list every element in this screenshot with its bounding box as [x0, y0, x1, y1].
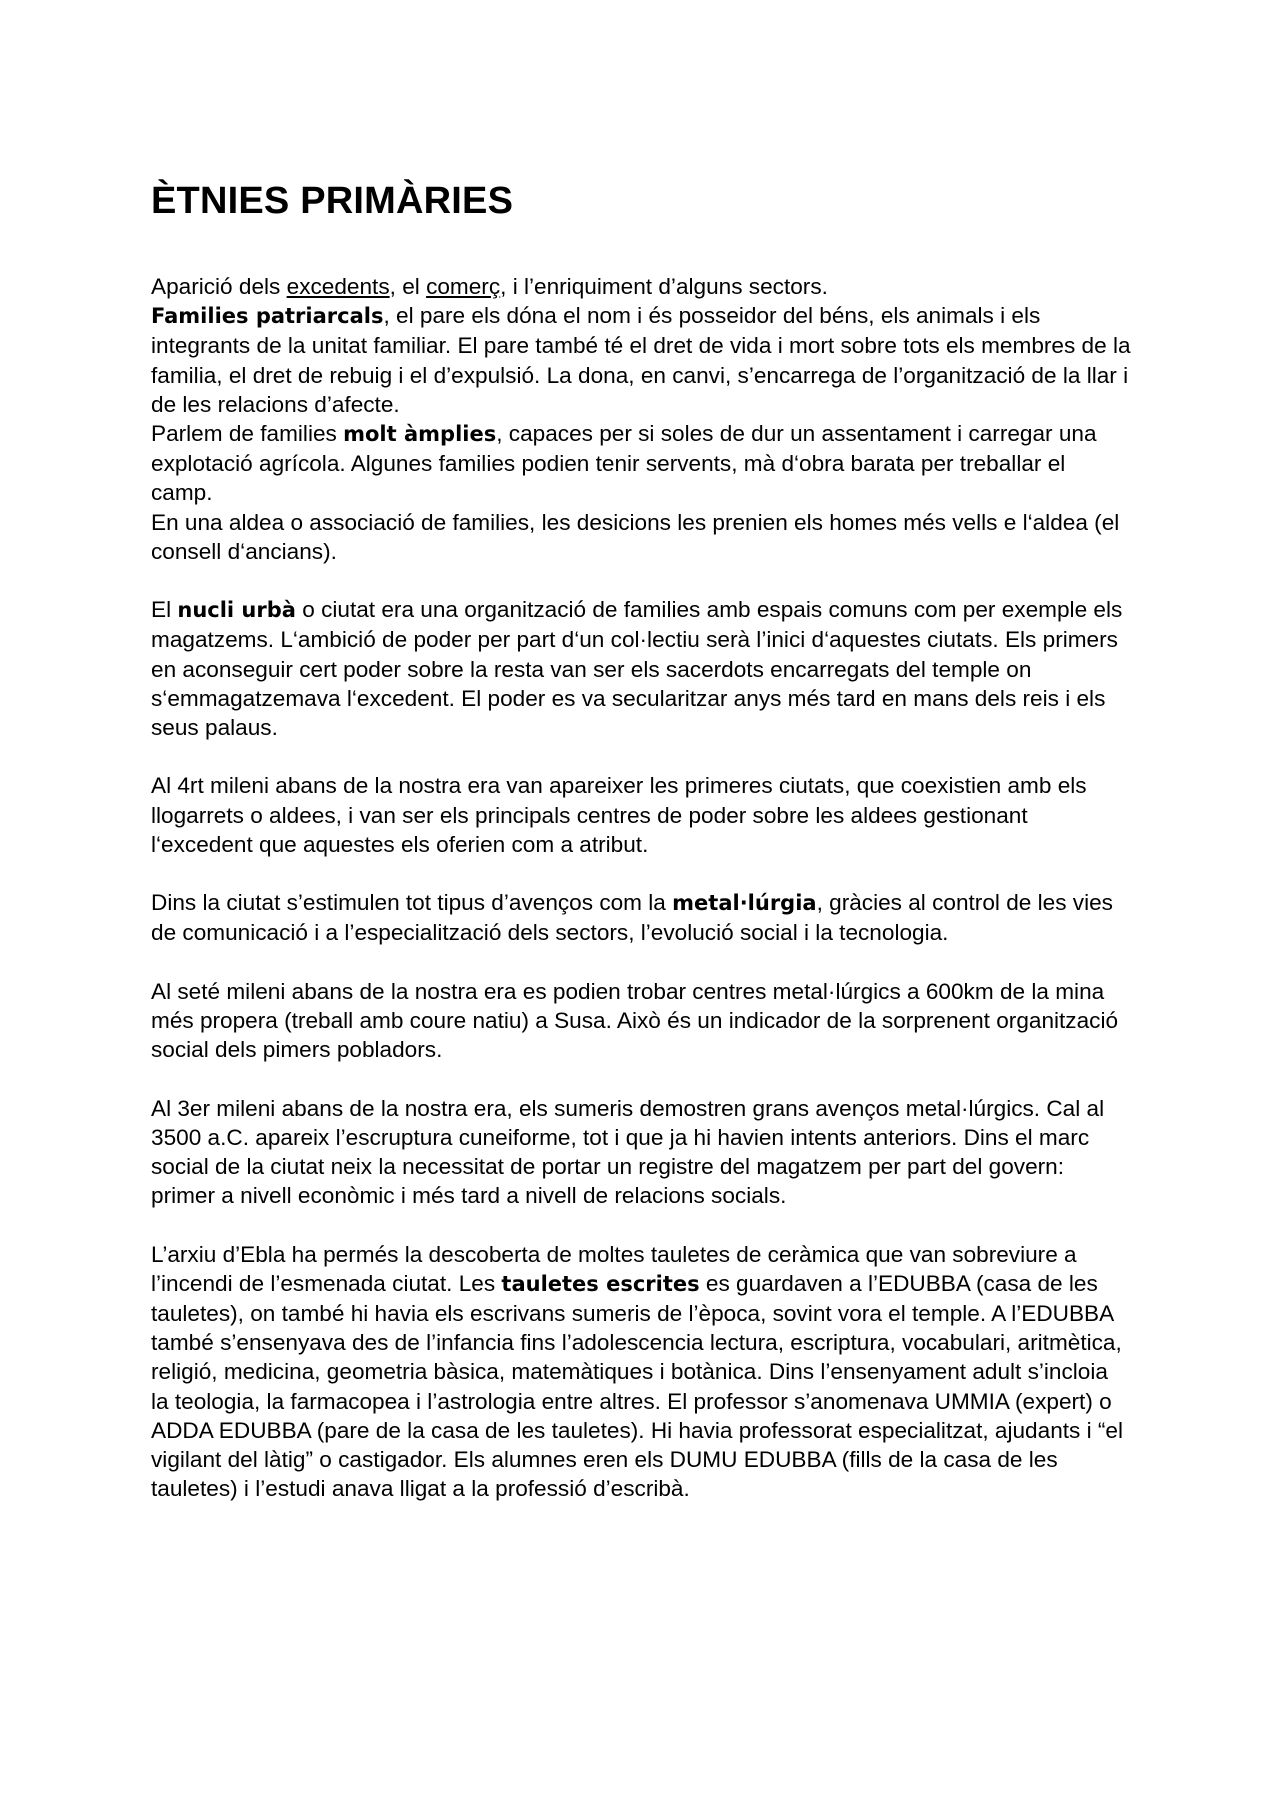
text-run: , gràcies al control de les vies de comunicació i a l’especialització dels sectors, l’evolució social i la tecnologia. — [151, 890, 1113, 946]
underlined-term-comerc: comerç — [426, 274, 501, 299]
paragraph-metallurgia — [151, 888, 1131, 947]
text-run: Dins la ciutat s’estimulen tot tipus d’avenços com la — [151, 890, 673, 916]
paragraph-3er-mileni — [151, 1094, 1131, 1211]
document-page — [151, 178, 1131, 1503]
text-run: , capaces per si soles de dur un assentament i carregar una explotació agrícola. Algunes families podien tenir servents, mà d‘obra barata per treballar el camp. — [151, 421, 1097, 506]
bold-term-families-patriarcals: Families patriarcals — [151, 304, 384, 329]
paragraph-aldea — [151, 508, 1131, 566]
paragraph-4rt-mileni — [151, 771, 1131, 859]
text-run: Al seté mileni abans de la nostra era es podien trobar centres metal·lúrgics a 600km de la mina més propera (treball amb coure natiu) a Susa. Això és un indicador de la sorprenent organització social dels pimers pobladors. — [151, 978, 1119, 1063]
text-run: Al 3er mileni abans de la nostra era, els sumeris demostren grans avenços metal·lúrgics. Cal al 3500 a.C. apareix l’escruptura cuneiforme, tot i que ja hi havien intents anteriors. Dins el marc social de la ciutat neix la necessitat de portar un registre del magatzem per part del govern: primer a nivell econòmic i més tard a nivell de relacions socials. — [151, 1095, 1105, 1209]
bold-term-nucli-urba: nucli urbà — [177, 598, 296, 623]
paragraph-nucli-urba — [151, 595, 1131, 742]
paragraph-families-patriarcals — [151, 301, 1131, 419]
text-run: Parlem de families — [151, 421, 344, 447]
paragraph-sete-mileni — [151, 977, 1131, 1065]
document-body — [151, 272, 1131, 1503]
text-run: , i l’enriquiment d’alguns sectors. — [500, 274, 828, 299]
paragraph-intro — [151, 272, 1131, 301]
bold-term-molt-amplies: molt àmplies — [343, 422, 497, 447]
paragraph-arxiu-ebla — [151, 1240, 1131, 1504]
text-run: es guardaven a l’EDUBBA (casa de les tauletes), on també hi havia els escrivans sumeris de l’època, sovint vora el temple. A l’EDUBBA també s’ensenyava des de l’infancia fins l’adolescencia lectura, escriptura, vocabulari, aritmètica, religió, medicina, geometria bàsica, matemàtiques i botànica. Dins l’ensenyament adult s’incloia la teologia, la farmacopea i l’astrologia entre altres. El professor s’anomenava UMMIA (expert) o ADDA EDUBBA (pare de la casa de les tauletes). Hi havia professorat especialitzat, ajudants i “el vigilant del làtig” o castigador. Els alumnes eren els DUMU EDUBBA (fills de la casa de les tauletes) i l’estudi anava lligat a la professió d’escribà. — [151, 1270, 1124, 1502]
text-run: L’arxiu d’Ebla ha permés la descoberta de moltes tauletes de ceràmica que van sobreviure a l’incendi de l’esmenada ciutat. Les — [151, 1241, 1077, 1296]
text-run: , el — [389, 274, 427, 299]
bold-term-tauletes-escrites: tauletes escrites — [501, 1271, 700, 1296]
text-run: En una aldea o associació de families, les desicions les prenien els homes més vells e l‘aldea (el consell d‘ancians). — [151, 509, 1120, 564]
text-run: , el pare els dóna el nom i és posseidor del béns, els animals i els integrants de la unitat familiar. El pare també té el dret de vida i mort sobre tots els membres de la familia, el dret de rebuig i el d’expulsió. La dona, en canvi, s’encarrega de l’organització de la llar i de les relacions d’afecte. — [151, 303, 1131, 417]
text-run: Aparició dels — [151, 274, 287, 299]
text-run: Al 4rt mileni abans de la nostra era van apareixer les primeres ciutats, que coexistien amb els llogarrets o aldees, i van ser els principals centres de poder sobre les aldees gestionant l‘excedent que aquestes els oferien com a atribut. — [151, 773, 1087, 857]
underlined-term-excedents: excedents — [286, 274, 390, 299]
paragraph-families-amplies — [151, 419, 1131, 508]
bold-term-metallurgia: metal·lúrgia — [672, 891, 817, 916]
page-title: ÈTNIES PRIMÀRIES — [151, 180, 514, 222]
text-run: o ciutat era una organització de families amb espais comuns com per exemple els magatzems. L‘ambició de poder per part d‘un col·lectiu serà l’inici d‘aquestes ciutats. Els primers en aconseguir cert poder sobre la resta van ser els sacerdots encarregats del temple on s‘emmagatzemava l‘excedent. El poder es va secularitzar anys més tard en mans dels reis i els seus palaus. — [151, 597, 1123, 741]
text-run: El — [151, 597, 178, 623]
